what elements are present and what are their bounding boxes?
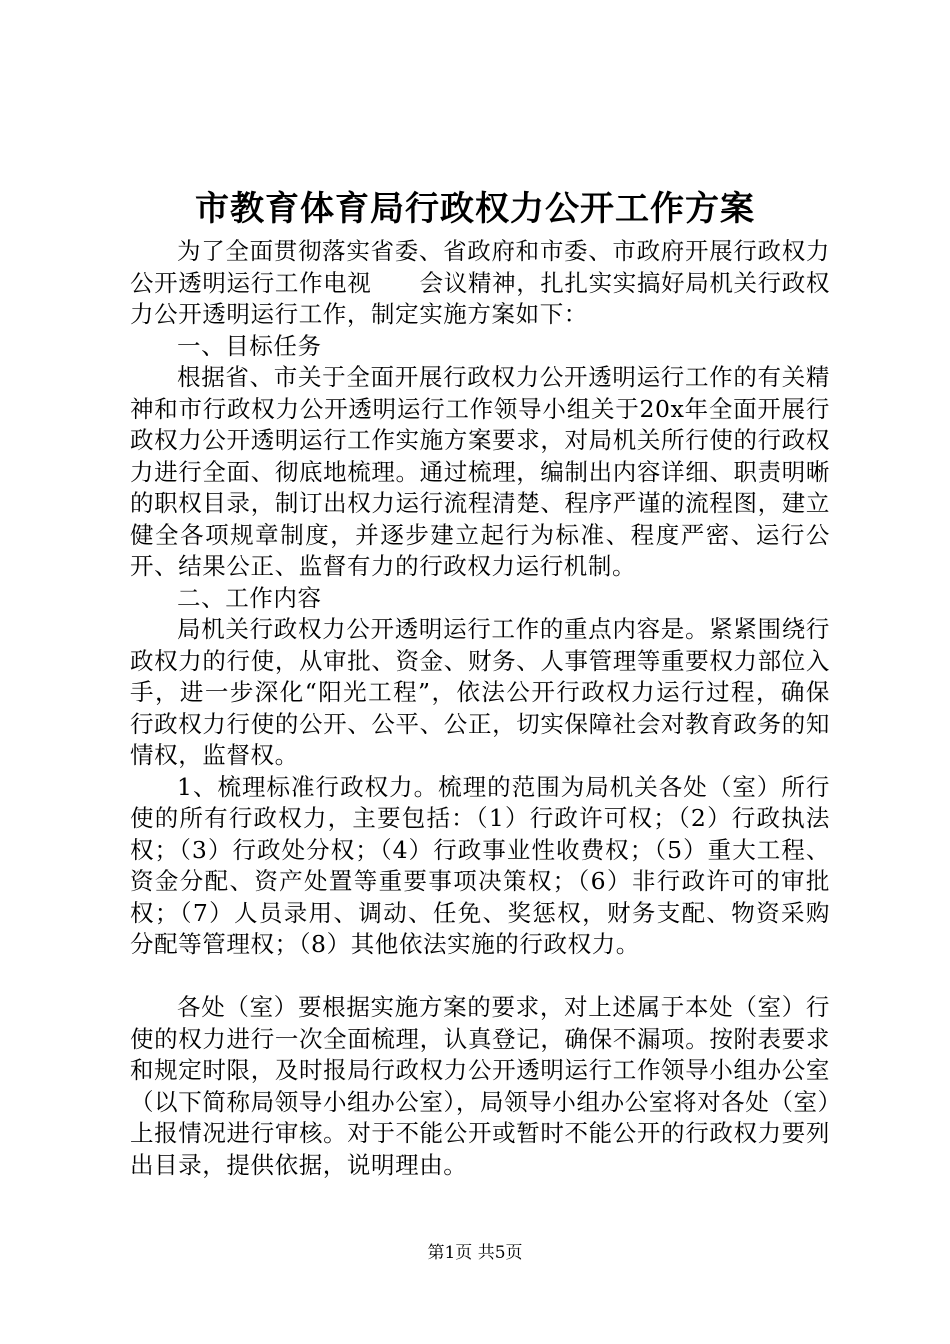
section-heading-goals: 一、目标任务 — [177, 331, 322, 360]
intro-paragraph: 为了全面贯彻落实省委、省政府和市委、市政府开展行政权力公开透明运行工作电视 会议精神，扎扎实实搞好局机关行政权力公开透明运行工作，制定实施方案如下： — [130, 237, 830, 328]
item-1-paragraph: 1、梳理标准行政权力。梳理的范围为局机关各处（室）所行使的所有行政权力，主要包括：（1）行政许可权；（2）行政执法权；（3）行政处分权；（4）行政事业性收费权；（5）重大工程、资金分配、资产处置等重要事项决策权；（6）非行政许可的审批权；（7）人员录用、调动、任免、奖惩权，财务支配、物资采购分配等管理权；（8）其他依法实施的行政权力。 — [130, 772, 830, 958]
paragraph-spacer — [130, 961, 830, 993]
work-content-paragraph: 局机关行政权力公开透明运行工作的重点内容是。紧紧围绕行政权力的行使，从审批、资金、财务、人事管理等重要权力部位入手，进一步深化“阳光工程”，依法公开行政权力运行过程，确保行政权力行使的公开、公平、公正，切实保障社会对教育政务的知情权，监督权。 — [130, 615, 830, 769]
goals-paragraph: 根据省、市关于全面开展行政权力公开透明运行工作的有关精神和市行政权力公开透明运行工作领导小组关于20x年全面开展行政权力公开透明运行工作实施方案要求，对局机关所行使的行政权力进行全面、彻底地梳理。通过梳理，编制出内容详细、职责明晰的职权目录，制订出权力运行流程清楚、程序严谨的流程图，建立健全各项规章制度，并逐步建立起行为标准、程度严密、运行公开、结果公正、监督有力的行政权力运行机制。 — [130, 363, 830, 580]
page-footer: 第1页 共5页 — [427, 1243, 523, 1263]
section-heading-work-content: 二、工作内容 — [177, 583, 322, 612]
document-title: 市教育体育局行政权力公开工作方案 — [195, 189, 755, 229]
document-body — [130, 236, 830, 1181]
item-1-followup-paragraph: 各处（室）要根据实施方案的要求，对上述属于本处（室）行使的权力进行一次全面梳理，认真登记，确保不漏项。按附表要求和规定时限，及时报局行政权力公开透明运行工作领导小组办公室（以下简称局领导小组办公室），局领导小组办公室将对各处（室）上报情况进行审核。对于不能公开或暂时不能公开的行政权力要列出目录，提供依据，说明理由。 — [130, 993, 830, 1179]
